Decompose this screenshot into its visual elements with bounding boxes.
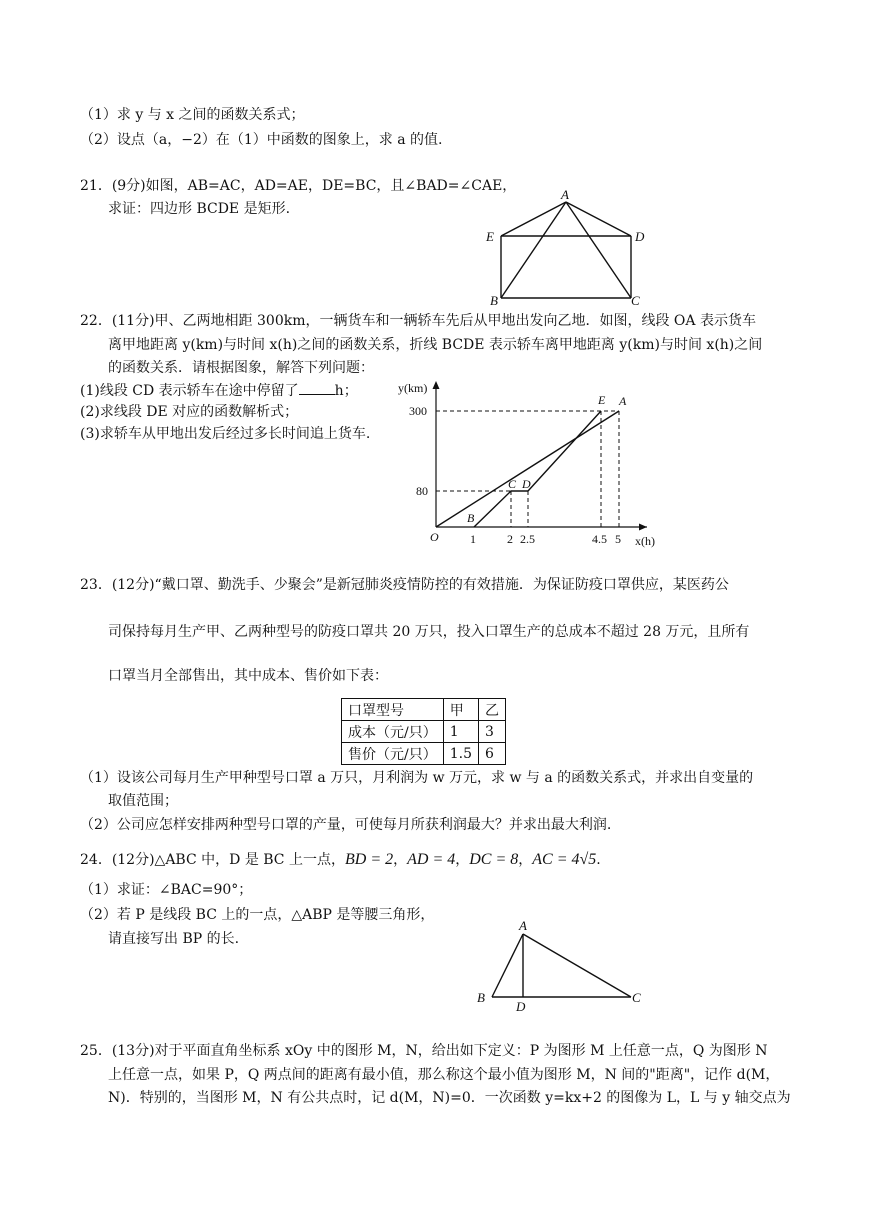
table-cell: 3 [478,721,505,743]
y-axis-arrow [433,381,440,389]
table-cell: 成本（元/只） [342,721,444,743]
segment-AC [523,934,631,997]
point-D-label: D [522,477,531,491]
x-tick-4.5: 4.5 [592,532,607,546]
table-cell: 1 [443,721,478,743]
answer-blank [299,380,335,395]
q23-stem-2: 司保持每月生产甲、乙两种型号的防疫口罩共 20 万只，投入口罩生产的总成本不超过 28 万元，且所有 [108,624,750,640]
table-row [342,743,506,765]
x-tick-5: 5 [615,532,621,546]
q24-sub2-cont: 请直接写出 BP 的长. [108,931,240,947]
origin-label: O [430,530,439,544]
q22-stem-2: 离甲地距离 y(km)与时间 x(h)之间的函数关系，折线 BCDE 表示轿车离甲地距离 y(km)与时间 x(h)之间 [108,337,763,353]
q21-rectangle-figure [480,186,650,310]
segment-AE [501,202,566,236]
q22-stem-1: 22．(11分)甲、乙两地相距 300km，一辆货车和一辆轿车先后从甲地出发向乙地．如图，线段 OA 表示货车 [80,313,756,329]
point-A-label: A [619,394,627,408]
q23-sub2: （2）公司应怎样安排两种型号口罩的产量，可使每月所获利润最大？并求出最大利润. [80,817,612,833]
segment-OA [436,411,619,527]
label-B: B [477,990,485,1005]
cost-price-table [341,698,506,765]
q22-distance-time-graph [395,375,675,555]
y-axis-label: y(km) [398,381,428,395]
x-tick-1: 1 [470,532,476,546]
table-cell: 售价（元/只） [342,743,444,765]
x-tick-2: 2 [507,532,513,546]
label-B: B [490,293,498,308]
q25-stem-1: 25．(13分)对于平面直角坐标系 xOy 中的图形 M，N，给出如下定义：P 为图形 M 上任意一点，Q 为图形 N [80,1043,768,1059]
q22-stem-3: 的函数关系．请根据图象，解答下列问题： [108,360,374,376]
point-C-label: C [508,477,517,491]
q21-prove: 求证：四边形 BCDE 是矩形. [108,201,291,217]
table-header-cell: 甲 [443,699,478,721]
label-D: D [635,229,645,244]
table-row [342,699,506,721]
table-header-cell: 口罩型号 [342,699,444,721]
q23-sub1-cont: 取值范围； [108,793,178,809]
point-E-label: E [598,393,606,407]
expr-ad: AD = 4 [407,851,456,868]
expr-ac: AC = 4√5 [532,851,597,868]
table-cell: 1.5 [443,743,478,765]
label-A: A [561,187,569,202]
segment-AD [566,202,631,236]
y-tick-80: 80 [416,484,428,498]
q22-sub3: (3)求轿车从甲地出发后经过多长时间追上货车. [80,426,371,442]
label-D: D [516,999,526,1014]
q21-stem: 21．(9分)如图，AB=AC，AD=AE，DE=BC，且∠BAD=∠CAE， [80,178,517,194]
q22-sub1: (1)线段 CD 表示轿车在途中停留了 h； [80,380,358,401]
segment-AB [492,934,523,997]
q25-stem-2: 上任意一点，如果 P，Q 两点间的距离有最小值，那么称这个最小值为图形 M，N 间的"距离"，记作 d(M， [108,1067,780,1083]
y-tick-300: 300 [409,404,427,418]
polyline-BCDE [474,411,601,527]
segment-AB [501,202,566,298]
segment-AC [566,202,631,298]
label-C: C [631,293,640,308]
q23-stem-1: 23．(12分)“戴口罩、勤洗手、少聚会”是新冠肺炎疫情防控的有效措施．为保证防疫口罩供应，某医药公 [80,577,729,593]
expr-dc: DC = 8 [469,851,519,868]
q20-part1: （1）求 y 与 x 之间的函数关系式； [80,107,305,123]
point-B-label: B [467,511,475,525]
q25-stem-3: N)．特别的，当图形 M，N 有公共点时，记 d(M，N)=0．一次函数 y=kx+2 的图像为 L，L 与 y 轴交点为 [108,1090,791,1106]
x-axis-arrow [639,524,647,531]
table-header-cell: 乙 [478,699,505,721]
q24-sub2: （2）若 P 是线段 BC 上的一点，△ABP 是等腰三角形， [80,907,435,923]
q24-stem: 24．(12分)△ABC 中，D 是 BC 上一点，BD = 2，AD = 4，DC = 8，AC = 4√5. [80,851,601,868]
q24-sub1: （1）求证：∠BAC=90°； [80,882,253,898]
q23-stem-3: 口罩当月全部售出，其中成本、售价如下表： [108,668,388,684]
label-C: C [632,990,641,1005]
table-row [342,721,506,743]
label-E: E [486,229,494,244]
q24-triangle-figure [470,915,650,1015]
q22-sub2: (2)求线段 DE 对应的函数解析式； [80,404,299,420]
table-cell: 6 [478,743,505,765]
x-axis-label: x(h) [635,534,655,548]
q20-part2: （2）设点（a，−2）在（1）中函数的图象上，求 a 的值. [80,132,443,148]
q23-sub1: （1）设该公司每月生产甲种型号口罩 a 万只，月利润为 w 万元，求 w 与 a 的函数关系式，并求出自变量的 [80,770,754,786]
label-A: A [519,918,527,933]
expr-bd: BD = 2 [344,851,394,868]
x-tick-2.5: 2.5 [520,532,535,546]
